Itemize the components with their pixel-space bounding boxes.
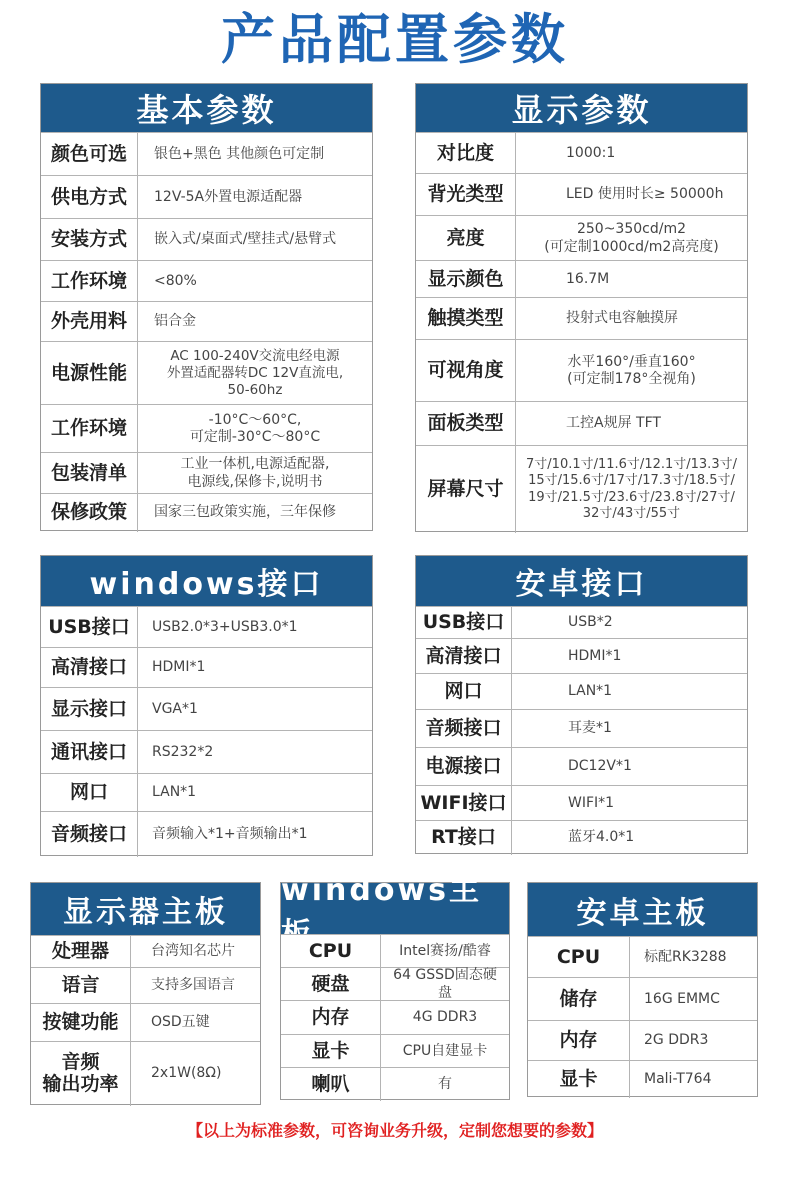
- table-row: [31, 1041, 260, 1106]
- table-row: [41, 606, 372, 648]
- row-value: 1000:1: [566, 144, 616, 161]
- row-label: 可视角度: [416, 340, 516, 402]
- row-value: LED 使用时长≥ 50000h: [566, 186, 724, 203]
- monitor-board-header: 显示器主板: [31, 883, 260, 935]
- row-label: WIFI接口: [416, 786, 512, 821]
- table-row: [416, 638, 747, 674]
- table-row: [416, 747, 747, 786]
- basic-params-header: 基本参数: [41, 84, 372, 132]
- row-value: CPU自建显卡: [402, 1042, 488, 1059]
- table-row: [31, 935, 260, 968]
- row-value: 12V-5A外置电源适配器: [154, 188, 303, 205]
- row-value: 水平160°/垂直160° (可定制178°全视角): [567, 353, 696, 387]
- row-label: 工作环境: [41, 405, 138, 453]
- table-row: [416, 215, 747, 261]
- row-value: 国家三包政策实施，三年保修: [154, 504, 336, 521]
- row-value: 有: [438, 1075, 452, 1092]
- row-value: 音频输入*1+音频输出*1: [152, 825, 308, 842]
- row-label: 高清接口: [416, 639, 512, 674]
- table-row: [281, 967, 509, 1001]
- row-value: LAN*1: [152, 784, 197, 801]
- row-value: 4G DDR3: [412, 1009, 478, 1026]
- row-value: 铝合金: [154, 313, 196, 330]
- row-label: 电源性能: [41, 342, 138, 405]
- table-row: [416, 709, 747, 748]
- table-row: [416, 606, 747, 639]
- table-row: [281, 1000, 509, 1035]
- table-row: [416, 673, 747, 710]
- row-value: 工业一体机,电源适配器, 电源线,保修卡,说明书: [180, 456, 330, 490]
- row-label: 内存: [528, 1021, 630, 1061]
- table-row: [416, 173, 747, 216]
- table-row: [41, 301, 372, 342]
- display-params-table: [415, 83, 748, 532]
- row-label: CPU: [281, 935, 381, 968]
- row-value: 16.7M: [566, 270, 610, 287]
- row-label: 按键功能: [31, 1004, 131, 1042]
- row-value: WIFI*1: [568, 794, 615, 811]
- table-row: [281, 1067, 509, 1101]
- row-label: 网口: [416, 674, 512, 710]
- table-row: [528, 1020, 757, 1061]
- row-value: 台湾知名芯片: [151, 943, 235, 960]
- row-value: AC 100-240V交流电经电源 外置适配器转DC 12V直流电, 50-60hz: [166, 348, 344, 398]
- android-board-table: [527, 882, 758, 1097]
- row-value: Mali-T764: [644, 1070, 712, 1087]
- windows-board-table: [280, 872, 510, 1100]
- row-value: 投射式电容触摸屏: [566, 310, 678, 327]
- row-label: 显示接口: [41, 688, 138, 731]
- table-row: [31, 967, 260, 1004]
- row-label: 音频 输出功率: [31, 1042, 131, 1106]
- row-label: 显卡: [528, 1061, 630, 1098]
- row-label: 屏幕尺寸: [416, 446, 516, 533]
- windows-board-header: windows主板: [281, 883, 509, 934]
- row-label: 处理器: [31, 936, 131, 968]
- row-label: USB接口: [41, 607, 138, 648]
- table-row: [41, 687, 372, 731]
- row-label: 喇叭: [281, 1068, 381, 1101]
- row-label: 触摸类型: [416, 298, 516, 340]
- row-value: 7寸/10.1寸/11.6寸/12.1寸/13.3寸/ 15寸/15.6寸/17寸/17.3寸/18.5寸/ 19寸/21.5寸/23.6寸/23.8寸/27寸/ 32寸/43寸/55寸: [526, 457, 737, 521]
- row-label: 网口: [41, 774, 138, 812]
- row-value: 蓝牙4.0*1: [568, 829, 635, 846]
- row-label: 内存: [281, 1001, 381, 1035]
- row-value: VGA*1: [152, 700, 198, 717]
- footer-note: 【以上为标准参数，可咨询业务升级，定制您想要的参数】: [186, 1121, 603, 1140]
- table-row: [416, 401, 747, 446]
- row-label: 对比度: [416, 133, 516, 174]
- table-row: [41, 493, 372, 532]
- table-row: [416, 132, 747, 174]
- table-row: [416, 260, 747, 298]
- row-value: USB2.0*3+USB3.0*1: [152, 618, 298, 635]
- row-value: HDMI*1: [152, 659, 206, 676]
- row-label: 供电方式: [41, 176, 138, 219]
- row-label: 背光类型: [416, 174, 516, 216]
- row-label: 音频接口: [41, 812, 138, 857]
- row-label: USB接口: [416, 607, 512, 639]
- row-label: 亮度: [416, 216, 516, 261]
- row-value: 工控A规屏 TFT: [566, 415, 661, 432]
- row-value: 16G EMMC: [644, 990, 720, 1007]
- table-row: [416, 445, 747, 533]
- row-value: 支持多国语言: [151, 977, 235, 994]
- row-value: 嵌入式/桌面式/壁挂式/悬臂式: [154, 231, 337, 248]
- table-row: [416, 297, 747, 340]
- table-row: [41, 811, 372, 857]
- row-value: OSD五键: [151, 1014, 210, 1031]
- row-value: LAN*1: [568, 683, 613, 700]
- row-label: CPU: [528, 937, 630, 978]
- row-value: HDMI*1: [568, 647, 622, 664]
- row-label: 高清接口: [41, 648, 138, 688]
- row-value: 标配RK3288: [644, 948, 727, 965]
- row-label: 通讯接口: [41, 731, 138, 774]
- row-label: 储存: [528, 978, 630, 1021]
- table-row: [41, 647, 372, 688]
- row-value: 64 GSSD固态硬盘: [393, 967, 497, 1001]
- table-row: [41, 773, 372, 812]
- table-row: [41, 175, 372, 219]
- row-label: 安装方式: [41, 219, 138, 261]
- table-row: [528, 977, 757, 1021]
- row-label: RT接口: [416, 821, 512, 855]
- table-row: [41, 404, 372, 453]
- row-label: 保修政策: [41, 494, 138, 532]
- row-value: USB*2: [568, 614, 613, 631]
- row-label: 外壳用料: [41, 302, 138, 342]
- row-value: DC12V*1: [568, 758, 632, 775]
- table-row: [41, 452, 372, 494]
- row-label: 包装清单: [41, 453, 138, 494]
- android-io-header: 安卓接口: [416, 556, 747, 606]
- row-label: 电源接口: [416, 748, 512, 786]
- row-value: <80%: [154, 272, 197, 289]
- windows-io-table: [40, 555, 373, 856]
- row-value: 2x1W(8Ω): [151, 1065, 222, 1082]
- row-value: Intel赛扬/酷睿: [399, 942, 491, 959]
- row-value: 250~350cd/m2 (可定制1000cd/m2高亮度): [544, 221, 719, 255]
- row-value: RS232*2: [152, 743, 214, 760]
- row-label: 显示颜色: [416, 261, 516, 298]
- monitor-board-table: [30, 882, 261, 1105]
- table-row: [416, 820, 747, 855]
- table-row: [528, 1060, 757, 1098]
- row-label: 工作环境: [41, 261, 138, 302]
- android-io-table: [415, 555, 748, 854]
- table-row: [41, 218, 372, 261]
- windows-io-header: windows接口: [41, 556, 372, 606]
- row-label: 音频接口: [416, 710, 512, 748]
- table-row: [416, 785, 747, 821]
- row-value: 耳麦*1: [568, 720, 612, 737]
- page-title: 产品配置参数: [221, 8, 569, 71]
- row-value: -10°C～60°C, 可定制-30°C～80°C: [189, 411, 321, 445]
- row-label: 颜色可选: [41, 133, 138, 176]
- table-row: [31, 1003, 260, 1042]
- row-label: 显卡: [281, 1035, 381, 1068]
- row-value: 2G DDR3: [644, 1032, 709, 1049]
- table-row: [41, 260, 372, 302]
- table-row: [416, 339, 747, 402]
- row-label: 硬盘: [281, 968, 381, 1001]
- table-row: [281, 934, 509, 968]
- row-label: 面板类型: [416, 402, 516, 446]
- table-row: [41, 132, 372, 176]
- android-board-header: 安卓主板: [528, 883, 757, 936]
- row-label: 语言: [31, 968, 131, 1004]
- basic-params-table: [40, 83, 373, 531]
- table-row: [281, 1034, 509, 1068]
- display-params-header: 显示参数: [416, 84, 747, 132]
- row-value: 银色+黑色 其他颜色可定制: [154, 145, 325, 162]
- table-row: [528, 936, 757, 978]
- table-row: [41, 341, 372, 405]
- table-row: [41, 730, 372, 774]
